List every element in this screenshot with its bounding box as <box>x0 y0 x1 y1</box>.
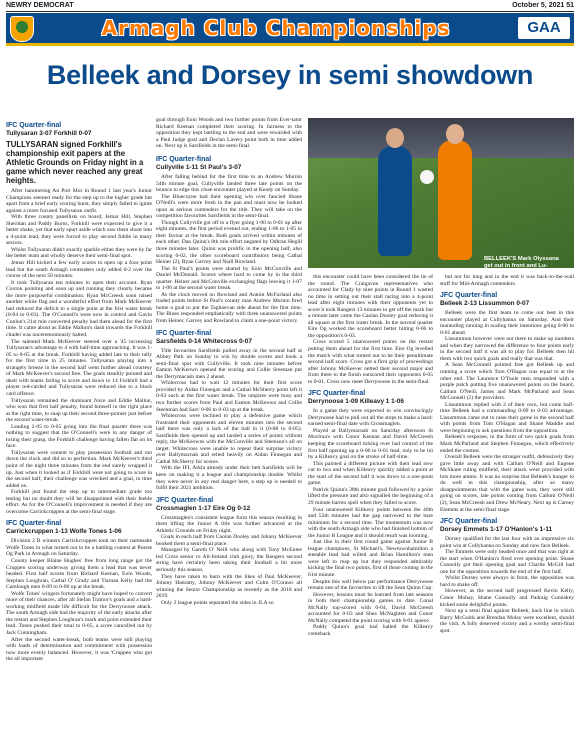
body-paragraph: Leading 2-05 to 0-05 going into the final quarter there was nothing to suggest that the O'Connell's were in any danger of losing their grasp, the Forkhill challenge having fallen flat on its face. <box>6 423 152 450</box>
banner-title: Armagh Club Championships <box>101 16 451 40</box>
body-paragraph: However, lessons must be learned from late seasons in both their championship games to date. Conal McNally top-scored with 0-04, David McCreesh accounted for 0-03 and Shea McNaghten and Conor McNally competed the point scoring with 0-01 apiece. <box>308 591 433 624</box>
body-paragraph: Overall Belleek were the stronger outfit, defensively they gave little away and with Callum O'Neill and Eugene McShane ruling midfield, their attack were provided with lots more ammo. It was no surprise that Belleek's hunger to do well in this championship, after so many disappointments that with the game won, they were still going on scores, late points coming from Callum O'Neill (2), Sean McCreesh and Drew McNeary. Next up is Carney Emmets at the semi-final stage. <box>440 454 574 513</box>
body-paragraph: Crossmaglen's consistent league form this season resulting in them lifting the Junior A title was further advanced at the Athletic Grounds on Friday night. <box>156 514 302 534</box>
body-paragraph: this encounter could have been considered the tie of the round. The Craigavon representatives who accounted for Clady by nine points in Round 1 wasted no time in setting out their stall racing into a 4-point lead after eight minutes with their opponents yet to score it took Rangers 13 minutes to get off the mark but a minute later came the Caolan Dooley goal reducing it all square at the first water break. In the second quarter Eire Og worked the scoreboard better hitting 0-06 to the opposition's 0-03. <box>308 274 433 339</box>
body-paragraph: Whilst Tullysaran didn't exactly sparkle either they were by far the better team and wholly deserve their semi-final spot. <box>6 246 152 260</box>
body-paragraph: Four unanswered Killeavy points between the 40th and 55th minutes had the gap narrowed to the bare minimum for a second time. The momentum was now with the south Armagh side who had finished bottom of the Junior B League and it should result was looming. <box>308 506 433 539</box>
body-paragraph: Tullysaran were content to play possession football and run down the clock and did so to perfection. Mark McKeever's third point of the night three minutes from the end surely wrapped it up. Just when it looked as if Forkhill were not going to score in the second half, their challenge was wrecked and a goal, in time added on. <box>6 449 152 489</box>
body-paragraph: Only 2 league points separated the sides in JLA so <box>161 599 274 606</box>
publication-name: NEWRY DEMOCRAT <box>6 2 74 9</box>
body-paragraph: The talented Mark McKeever steered over a '45 increasing Tullysaran's advantage to 4 with half-time approaching. It was 1-05 to 0-05 at the break. Forkhill having added late to their tally for the first time in 25 minutes. Tullysaran playing into a strangely breeze in the second half went further ahead courtesy of Mark McKeever's second free. The goals steadily pointed and dealt with teams failing to score and down to 14 Forkhill had a player red-carded and Tullysaran were reduced due to a black card offence. <box>6 338 152 397</box>
section-heading: JFC Quarter-final <box>156 496 214 504</box>
body-paragraph: The Emmets were only headed once and that was right at the start when O'Hanlon's fired over opening point. Shane Connolly got their opening goal and Charlie McGill had one for the opposition towards the end of the first half. <box>440 549 574 575</box>
body-paragraph: Belleek's response, in the form of two quick goals from Mark McParland and Stephen Finnegan, which effectively ended the contest. <box>440 434 574 454</box>
body-paragraph: Despite this well below par performance Derrynoose remain one of the favourites to lift the Sean Quinn Cup. <box>308 578 433 592</box>
body-paragraph: Jemar Hill kicked a few early scores to open up a four point lead but the south Armagh contenders only added 0-2 over the course of the next 50 minutes. <box>6 260 152 280</box>
match-score: Crossmaglen 1-17 Eire Og 0-12 <box>156 504 251 512</box>
body-paragraph: Lissummon replied with 2 of their own, but come half-time Belleek had a commanding 0-09 to 0-03 advantage. Lissummon came out to raise their game in the second half with points from Tom O'Hagan and Shane Maddie and were beginning to ask questions from the opposition. <box>440 401 574 434</box>
body-paragraph: Whitecross were inclined to play a defensive game which frustrated their opponents and eleven minutes into the second half there was only a lack of the ball in it (0-08 to 0-05). Sarsfields then opened up and landed a series of points without reply, the McKeowns with the McConville and Steenson's all on target. Whitecross were unable to repeat their surprise victory over Ballymacnab and relied heavily on Aidan Finnegan and Cathal McSherry for scores. <box>156 413 302 465</box>
body-paragraph: Paddy Quinn's goal had halted the Killeavy comeback <box>308 624 433 637</box>
body-paragraph: The St Paul's points were shared by Eoin McConville and Daniel McDonald. Scores where hard to come by in the third quarter. Heiner and McConville exchanging flags leaving it 1-07 to 1-06 at the second water break. <box>156 265 302 292</box>
section-banner <box>6 13 574 46</box>
photo-caption: BELLEEK'S Mark Olyssana get out in front and Lu- <box>484 256 559 268</box>
body-paragraph: Dorsey qualified for the last four with an impressive six point win at Cullyhanna on Sunday and now face Belleek. <box>440 536 574 549</box>
masthead-rule <box>6 11 574 12</box>
body-paragraph: It took Tullysaran ten minutes to open their account. Ryan Coxton pointing and soon up and running they clearly became the more purposeful combination. Ryan McCreesh soon raised another white flag and a wonderful effort from Mark McKeever had reduced the deficit to a single point at the first water break (0-04 to 0-03). The O'Connell's were now in control and Gavin Conlon's 21st min converted penalty had them ahead for the first time. It came about as Eddie Mallon's dash towards the Forkhill citadel was unceremoniously halted. <box>6 279 152 339</box>
match-score: Cullyville 1-11 St Paul's 3-07 <box>156 164 242 171</box>
body-paragraph: Whilst Dorsey were always in front, the opposition was hard to shake off. <box>440 575 574 588</box>
body-paragraph: Next up a semi final against Belleek, back line in which Barry McGuirk and Brendan Molay were excellent, should the visit. A fully deserved victory and a worthy semi-final spot. <box>440 608 574 634</box>
issue-date: October 5, 2021 51 <box>512 2 574 9</box>
section-heading: IFC Quarter-final <box>6 122 62 129</box>
photo-player-blue <box>378 146 412 256</box>
match-score: Sarsfields 0-14 Whitecross 0-07 <box>156 337 252 345</box>
body-paragraph: but not for long and in the end it was back-to-the-wall stuff for Mid-Armagh contenders. <box>440 274 574 287</box>
body-paragraph: With the IFL Arkla already under their belt Sarsfields will be keen on making it a league and championship double. Whilst they were never in any real danger here, a step up is needed to fulfil their 2021 ambition. <box>156 465 302 492</box>
body-paragraph: Whitecross had to wait 12 minutes for their first score provided by Aidan Finnegan and a Cathal McSherry point left it 0-03 each at the first water break. The umpires were busy and two further scores from Paul and Eamon McKeown and Collie Steenman had Sars' 0-06 to 0-03 up at the break. <box>156 380 302 413</box>
body-paragraph: After falling behind for the first time to an Andrew Murnin 54th minute goal, Cullyville landed three late points on the bounce to edge this close encounter played at Keady on Sunday. <box>156 174 302 194</box>
body-paragraph: They have taken to burn with the likes of Paul McKeever, Johnny Hanratty, Johnny McKeever and Colm O'Connor all winning the Senior Championship as recently as the 2018 and 2019. <box>156 573 302 600</box>
section-heading: IFC Quarter-final <box>6 520 62 528</box>
article-column-3 <box>308 274 433 731</box>
body-paragraph: Though Cullyville got off to a flyer going 1-00 to 0-01 up after eight minutes, the first period evened out, ending 1-06 to 1-05 in their favour at the break. Both goals arrived within minutes of each other. Dan Quinn's 8th min effort negated by Odhran Hegill three minutes later. Quinn was prolific in the opening half, also scoring 0-02, the other scoreboard contributors being Cathal Heiner (2), Ryan Garvey and Niall Rowland. <box>156 219 302 266</box>
match-score: Dorsey Emmets 1-17 O'Hanlon's 1-11 <box>440 526 553 534</box>
section-heading: JFC Quarter-final <box>440 292 498 300</box>
body-paragraph: A Sean McConnell pointed free got Belleek up and running a score which Tom O'Hagan was equal to at the other end. The Laurence O'Toole men responded with a purple patch putting five unanswered points on the board, Callum O'Neill, James and Mark McParland and Sean McConnell (2) the providers. <box>440 362 574 402</box>
armagh-crest-icon <box>10 16 34 42</box>
body-paragraph: After hammering An Port Mor in Round 1 last year's Junior Champions seemed ready for the step up to the higher grade but apart from a brief early scoring burst, they simply failed to ignite against a more focused Tullysaran outfit. <box>6 188 152 214</box>
body-paragraph: The Bluecoyne had their opening win over fancied Shane O'Neill's were more fresh in the pan and must now be looked upon as serious contenders for the title. They will take on the competition favourites Sarsfields in the semi-final. <box>156 193 302 220</box>
section-heading: IFC Quarter-final <box>156 329 212 337</box>
body-paragraph: Cross scored 5 unanswered points on the restart putting them ahead for the first time. Eire Og levelled the match with what turned out to be their penultimate second half score. Cross got a firm grip of proceedings after Johnny McKeever netted their second major and from there to the finish outscored their opponents 0-05 to 0-01. Cross now meet Derrynoose in the semi-final. <box>308 339 433 385</box>
body-paragraph: Division 2 B winners Carrickcruppen took on their namesake Wolfe Tones in what turned out to be a battling contest at Pearse Og Park in Armagh on Saturday. <box>6 538 152 558</box>
match-score: Derrynoose 1-09 Killeavy 1 1-06 <box>308 398 404 406</box>
body-paragraph: Forkhill just found the step up to intermediate grade too testing but no doubt they will be disappointed with their feeble effort. As for the O'Connell's improvement is needed if they are overcome Carrickcruppen at the semi-final stage. <box>6 489 152 515</box>
match-score: Carrickcruppen 1-13 Wolfe Tones 1-06 <box>6 528 122 536</box>
match-score: Belleek 2-13 Lissummon 0-07 <box>440 300 530 308</box>
body-paragraph: This painted a different picture with their lead now cut to two and when Killeavy quickly added a point at the start of the second half it was down to a one-point game. <box>308 460 433 487</box>
body-paragraph: Lissummon however were not there to make up numbers and when they narrowed the difference to four points early in the second half it was all to play for. Belleek then hit them with two quick goals and really that was that. <box>440 336 574 362</box>
gaa-logo: GAA <box>518 17 570 39</box>
body-paragraph: Managed by Gareth O' Neill who along with Tony McEntee led Cross senior to All-Ireland club glory, the Rangers second string have certainly been taking their football a bit more seriously this season. <box>156 547 302 573</box>
body-paragraph: County keeper Blaine Hughes' free from long range got the Cruppen scoring underway giving them a lead that was never headed. First half scores from Richard Keenan, Eoin Woods, Stephen Loughran, Cathal O' Grady and Tiarnan Kelly had the Camlough men 0-09 to 0-06 up at the break. <box>6 557 152 591</box>
article-column-4 <box>440 274 574 731</box>
article-column-2-top: goal through Eoin Woods and two further points from Ever-tator Richard Keenan completed their scoring. In fairness to the opposition they kept battling to the end and were rewarded with a Paul Judge goal and Declan Lavery point both in time added on. Next up is Sarsfields in the semi-final. <box>156 117 302 149</box>
body-paragraph: Belleek were the first team to come our best in this encounter played at Cullyhanna on Saturday. And their marauding running in scaling their intentions going 0-06 to 0-01 ahead. <box>440 310 574 336</box>
body-paragraph: With three county panellists on board, Jemar Hill, Stephen Sheridan and Paddy Burns, Forkhill were expected to give it a better shake, yet that early spurt aside which saw them shoot into a 4-point lead, they were forced to play second fiddle in many sectors. <box>6 214 152 247</box>
body-paragraph: Goals in each half from Caolan Dooley and Johnny McKeever booked them a semi-final place. <box>156 534 302 547</box>
article-column-2 <box>156 151 302 731</box>
match-photo <box>308 118 574 268</box>
section-heading: JFC Quarter-final <box>308 390 366 398</box>
page-headline: Belleek and Dorsey in semi showdown <box>46 60 534 90</box>
body-paragraph: As the clock moved on Rowland and Antoin McFarland also traded points before St Paul's county man Andrew Murnin fired home a goal to put the Taghnevan side ahead for the first time. The Blues responded emphatically with three unanswered points from Heiner, Garvey and Rowland to claim a one-point victory. <box>156 291 302 325</box>
match-score: Tullysaran 3-07 Forkhill 0-07 <box>6 130 92 137</box>
body-paragraph: Just like in their first round game against Junior B league champions, St Michael's, Newtownhamilton a steeable lead had wilted and Brian Hamilton's men were left to reap up but they responded admirably kicking the final two points, first of those coming in the 61st minute. <box>308 539 433 578</box>
body-paragraph: Patrick Quinn's 38th minute goal followed by a point lifted the pressure and also signalled the beginning of a 29 minute barren spell when they failed to score. <box>308 486 433 506</box>
article-column-1 <box>6 117 152 731</box>
body-paragraph: In a game they were expected to win convincingly Derrynoose had to pull out all the stops to make a hard-earned semi-final date with Crossmaglen. <box>308 408 433 428</box>
section-heading: JFC Quarter-final <box>440 518 498 526</box>
body-paragraph: After the second water-break, both teams were still playing with loads of determination and commitment with possession now more evenly balanced. However, it was 'Cruppen who got the all important <box>6 636 152 663</box>
body-paragraph: Wolfe Tones' wingers fortunately might have hoped to convert more of their chances, after all Stefan Trainor's goals and a hard-working midfield made life difficult for the Derrynoose attack. The south Armagh side had the majority of the early attacks after the restart and Stephen Loughran's mark and point extended their lead. Tones pushed their total to 0-05, a score cancelled out by Jack Cunningham. <box>6 590 152 636</box>
lead-paragraph: TULLYSARAN signed Forkhill's championship exit papers at the Athletic Grounds on Friday night in a game which never reached any great heights. <box>6 140 144 185</box>
body-paragraph: Title favourites Sarsfields pulled away in the second half at Abbey Park on Sunday to win by double scores and book a semi-final spot with Cullyville. It took nine minutes before Eamon McKeown opened the scoring and Collie Sreeman put the Derrymacash men 2 ahead. <box>156 347 302 380</box>
body-paragraph: However, as the second half progressed Kevin Kelly, Conor Mohay, Shane Connolly and Padraig Cumiskey kicked some delightful points. <box>440 588 574 608</box>
photo-ball <box>420 170 434 184</box>
section-heading: IFC Quarter-final <box>156 156 212 163</box>
body-paragraph: Tullysaran remained the dominant force and Eddie Mallon, who won that first half penalty, found himself in the right place at the right time, to snap up their second three-pointer just before the second water-break. <box>6 397 152 424</box>
body-paragraph: Played at Ballymacnab on Saturday afternoon St Moclrua's with Conor Keenan and David McCreesh keeping the scoreboard ticking over had control of the first half opening up a 0-06 to 0-01 lead, only to be hit by a Killeavy goal on the stroke of half-time. <box>308 427 433 461</box>
photo-player-orange <box>438 140 472 260</box>
